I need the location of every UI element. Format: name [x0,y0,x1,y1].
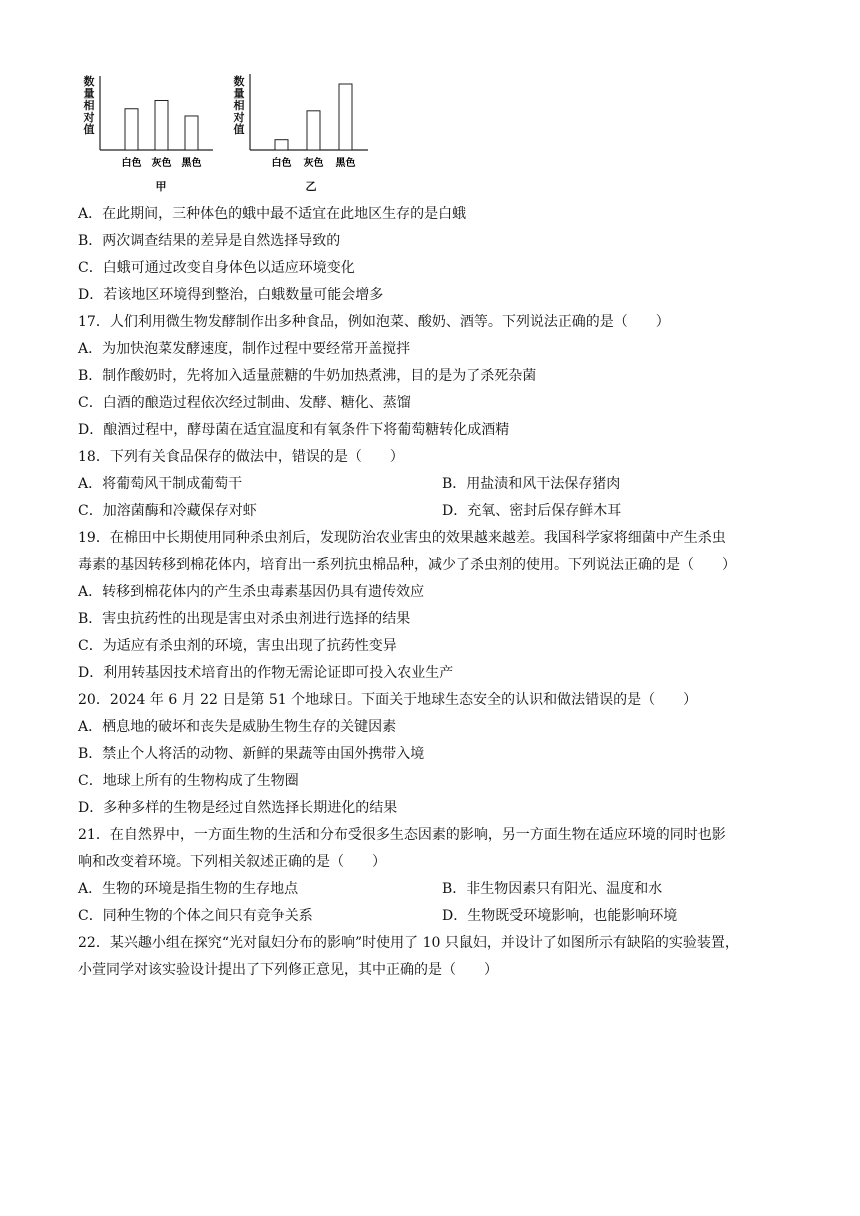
q20-option-d[interactable]: D．多种多样的生物是经过自然选择长期进化的结果 [78,800,398,816]
q21-stem-line-2: 响和改变着环境。下列相关叙述正确的是（ ） [78,854,386,870]
chart-yi-plot [228,68,408,178]
q16-option-b[interactable]: B．两次调查结果的差异是自然选择导致的 [78,233,341,249]
ylabel-char: 值 [83,123,95,136]
chart-jia-plot [78,68,228,178]
q18-option-d[interactable]: D．充氧、密封后保存鲜木耳 [442,503,622,519]
q19-option-b[interactable]: B．害虫抗药性的出现是害虫对杀虫剂进行选择的结果 [78,611,411,627]
category-label: 灰色 [303,158,324,169]
chart-yi-name: 乙 [305,180,317,193]
q22-stem-line-1: 22．某兴趣小组在探究“光对鼠妇分布的影响”时使用了 10 只鼠妇，并设计了如图所示有缺陷的实验装置， [78,935,739,951]
q18-option-c[interactable]: C．加溶菌酶和冷藏保存对虾 [78,503,257,519]
bar-灰色 [155,101,168,151]
q20-option-c[interactable]: C．地球上所有的生物构成了生物圈 [78,773,299,789]
q18-option-a[interactable]: A．将葡萄风干制成葡萄干 [78,476,243,492]
q19-stem-line-1: 19．在棉田中长期使用同种杀虫剂后，发现防治农业害虫的效果越来越差。我国科学家将细菌中产生杀虫 [78,530,726,546]
ylabel-char: 对 [83,111,95,124]
q17-option-d[interactable]: D．酿酒过程中，酵母菌在适宜温度和有氧条件下将葡萄糖转化成酒精 [78,422,510,438]
ylabel-char: 对 [233,111,245,124]
ylabel-char: 数 [83,75,95,88]
q21-stem-line-1: 21．在自然界中，一方面生物的生活和分布受很多生态因素的影响，另一方面生物在适应环境的同时也影 [78,827,726,843]
bar-白色 [125,109,138,150]
category-label: 白色 [121,158,142,169]
q19-option-c[interactable]: C．为适应有杀虫剂的环境，害虫出现了抗药性变异 [78,638,397,654]
chart-yi-ylabel [232,76,246,136]
q16-option-d[interactable]: D．若该地区环境得到整治，白蛾数量可能会增多 [78,287,384,303]
q19-option-d[interactable]: D．利用转基因技术培育出的作物无需论证即可投入农业生产 [78,665,454,681]
q21-option-b[interactable]: B．非生物因素只有阳光、温度和水 [442,881,663,897]
chart-jia-name: 甲 [155,180,167,193]
bar-黑色 [339,84,352,150]
q18-option-b[interactable]: B．用盐渍和风干法保存猪肉 [442,476,621,492]
category-label: 黑色 [181,158,202,169]
q20-stem: 20．2024 年 6 月 22 日是第 51 个地球日。下面关于地球生态安全的认识和做法错误的是（ ） [78,692,698,708]
chart-jia-ylabel [82,76,96,136]
ylabel-char: 相 [83,99,95,112]
q17-stem: 17．人们利用微生物发酵制作出多种食品，例如泡菜、酸奶、酒等。下列说法正确的是（ ） [78,314,670,330]
q22-stem-line-2: 小萱同学对该实验设计提出了下列修正意见，其中正确的是（ ） [78,962,498,978]
ylabel-char: 数 [233,75,245,88]
bar-黑色 [185,116,198,150]
q20-option-b[interactable]: B．禁止个人将活的动物、新鲜的果蔬等由国外携带入境 [78,746,425,762]
q21-option-d[interactable]: D．生物既受环境影响，也能影响环境 [442,908,678,924]
q17-option-a[interactable]: A．为加快泡菜发酵速度，制作过程中要经常开盖搅拌 [78,341,411,357]
ylabel-char: 值 [233,123,245,136]
q16-option-a[interactable]: A．在此期间，三种体色的蛾中最不适宜在此地区生存的是白蛾 [78,206,467,222]
bar-白色 [275,140,288,150]
chart-yi [228,68,408,196]
category-label: 黑色 [335,158,356,169]
q21-option-a[interactable]: A．生物的环境是指生物的生存地点 [78,881,299,897]
q17-option-b[interactable]: B．制作酸奶时，先将加入适量蔗糖的牛奶加热煮沸，目的是为了杀死杂菌 [78,368,537,384]
ylabel-char: 量 [83,87,95,100]
q17-option-c[interactable]: C．白酒的酿造过程依次经过制曲、发酵、糖化、蒸馏 [78,395,411,411]
ylabel-char: 量 [233,87,245,100]
q19-option-a[interactable]: A．转移到棉花体内的产生杀虫毒素基因仍具有遗传效应 [78,584,425,600]
category-label: 白色 [271,158,292,169]
q20-option-a[interactable]: A．栖息地的破坏和丧失是威胁生物生存的关键因素 [78,719,397,735]
q19-stem-line-2: 毒素的基因转移到棉花体内，培育出一系列抗虫棉品种，减少了杀虫剂的使用。下列说法正确的是（ ） [78,557,736,573]
ylabel-char: 相 [233,99,245,112]
q21-option-c[interactable]: C．同种生物的个体之间只有竞争关系 [78,908,313,924]
moth-color-figure [78,68,408,196]
category-label: 灰色 [151,158,172,169]
q18-stem: 18．下列有关食品保存的做法中，错误的是（ ） [78,449,404,465]
chart-jia [78,68,228,196]
bar-灰色 [307,111,320,150]
q16-option-c[interactable]: C．白蛾可通过改变自身体色以适应环境变化 [78,260,355,276]
